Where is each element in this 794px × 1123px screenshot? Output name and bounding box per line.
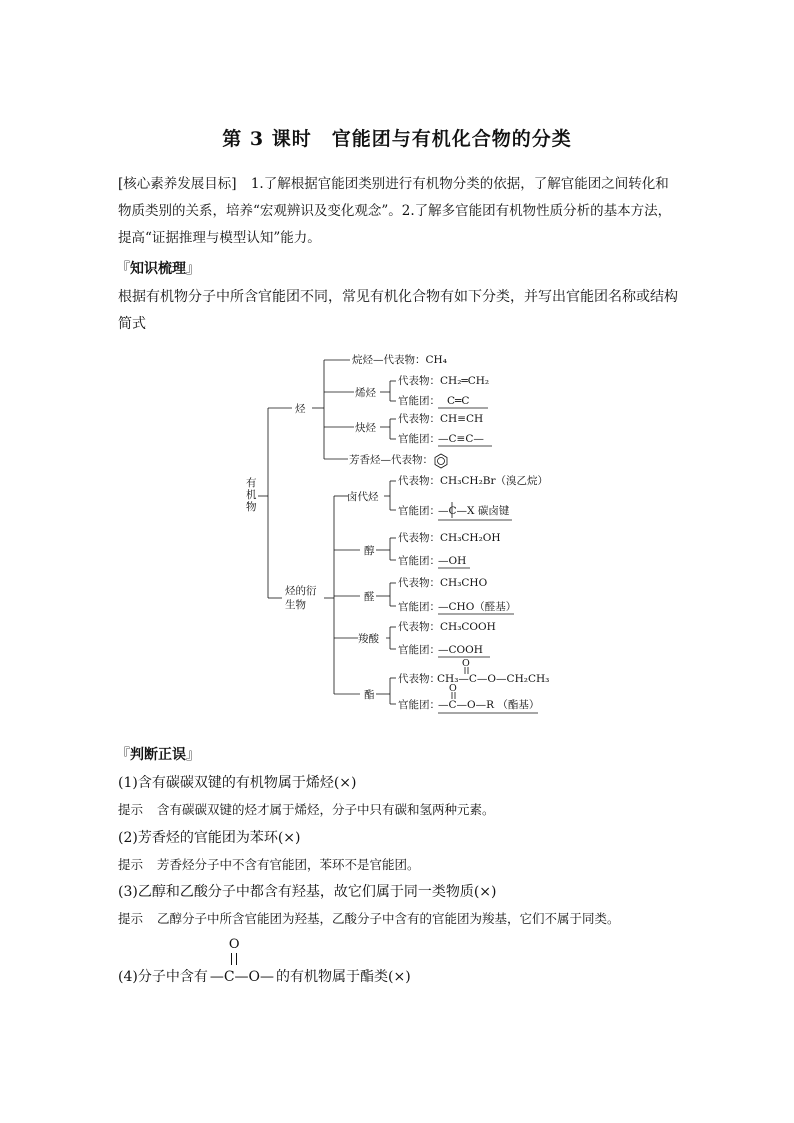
judge-item-3: (3)乙醇和乙酸分子中都含有羟基，故它们属于同一类物质(×) [118,884,497,900]
tree-alkyne-fg: —C≡C— [438,433,484,445]
tree-aldehyde-fg: —CHO（醛基） [438,601,517,613]
tree-ester-rep-o: O [462,658,470,669]
tree-ester-fg-o: O [449,683,457,694]
tree-alcohol: 醇 [364,545,375,557]
hint-text: 乙醇分子中所含官能团为羟基，乙酸分子中含有的官能团为羧基，它们不属于同类。 [157,911,620,926]
tree-alkyne: 炔烃 [355,422,376,434]
hint-text: 芳香烃分子中不含有官能团，苯环不是官能团。 [157,857,420,872]
judge-item-1: (1)含有碳碳双键的有机物属于烯烃(×) [118,775,357,791]
section-judge: 『判断正误』 [116,747,200,763]
goals-label: [核心素养发展目标] [118,176,237,192]
page-title: 第 3 课时 官能团与有机化合物的分类 [222,128,572,150]
tree-alkene-rep: 代表物：CH₂═CH₂ [398,375,490,387]
goals-text: 1.了解根据官能团类别进行有机物分类的依据，了解官能团之间转化和物质类别的关系，培养“宏观辨识及变化观念”。2.了解多官能团有机物性质分析的基本方法，提高“证据推理与模型认知”能力。 [118,176,672,246]
tree-halide-fg: —C—X 碳卤键 [438,505,510,517]
tree-ester-rep: CH₃—C—O—CH₂CH₃ [437,673,550,685]
tree-ester-fg-label: 官能团： [398,699,440,711]
intro-text: 根据有机物分子中所含官能团不同，常见有机化合物有如下分类，并写出官能团名称或结构简式 [118,289,678,332]
tree-root: 有机物 [246,477,257,513]
tree-alcohol-rep: 代表物：CH₃CH₂OH [398,532,501,544]
tree-aldehyde-fg-label: 官能团： [398,601,440,613]
judge-hint-2 [118,855,420,873]
hint-label: 提示 [118,911,144,926]
tree-alkyne-fg-label: 官能团： [398,433,440,445]
tree-alcohol-fg: —OH [438,555,467,567]
tree-aromatic: 芳香烃—代表物： [349,454,433,466]
section-knowledge-label: 知识梳理 [130,261,186,277]
section-judge-label: 判断正误 [130,747,186,763]
tree-aldehyde-rep: 代表物：CH₃CHO [398,577,488,589]
tree-halide-fg-label: 官能团： [398,505,440,517]
judge-item-4 [118,937,411,986]
tree-alkene-fg-label: 官能团： [398,395,440,407]
tree-ester-rep-label: 代表物： [398,673,440,685]
tree-acid-rep: 代表物：CH₃COOH [398,621,496,633]
item4-pre: (4)分子中含有 [118,969,208,985]
tree-derivative-2: 生物 [285,599,306,611]
tree-alkene: 烯烃 [355,387,376,399]
item4-post: 的有机物属于酯类(×) [276,969,411,985]
tree-ester: 酯 [364,689,375,701]
tree-aldehyde: 醛 [364,591,375,603]
hint-label: 提示 [118,857,144,872]
tree-acid: 羧酸 [358,633,379,645]
hint-label: 提示 [118,802,144,817]
tree-ester-fg: —C—O—R （酯基） [438,699,540,711]
section-knowledge: 『知识梳理』 [116,261,200,277]
tree-halide-rep: 代表物：CH₃CH₂Br（溴乙烷） [398,475,549,487]
tree-hydrocarbon: 烃 [295,403,306,415]
item4-o-atom: O [228,937,240,952]
hint-text: 含有碳碳双键的烃才属于烯烃，分子中只有碳和氢两种元素。 [157,802,495,817]
judge-hint-1 [118,800,495,818]
tree-acid-fg: —COOH [438,644,483,656]
tree-acid-fg-label: 官能团： [398,644,440,656]
judge-item-2: (2)芳香烃的官能团为苯环(×) [118,830,301,846]
tree-alkane: 烷烃—代表物：CH₄ [352,354,447,366]
tree-alcohol-fg-label: 官能团： [398,555,440,567]
tree-halide: 卤代烃 [347,491,379,503]
tree-alkene-fg: C═C [447,395,470,407]
judge-hint-3 [118,909,620,927]
tree-derivative-1: 烃的衍 [285,585,317,597]
double-bond [231,953,237,965]
ester-group-formula: O —C—O— [209,937,275,985]
tree-alkyne-rep: 代表物：CH≡CH [398,413,484,425]
